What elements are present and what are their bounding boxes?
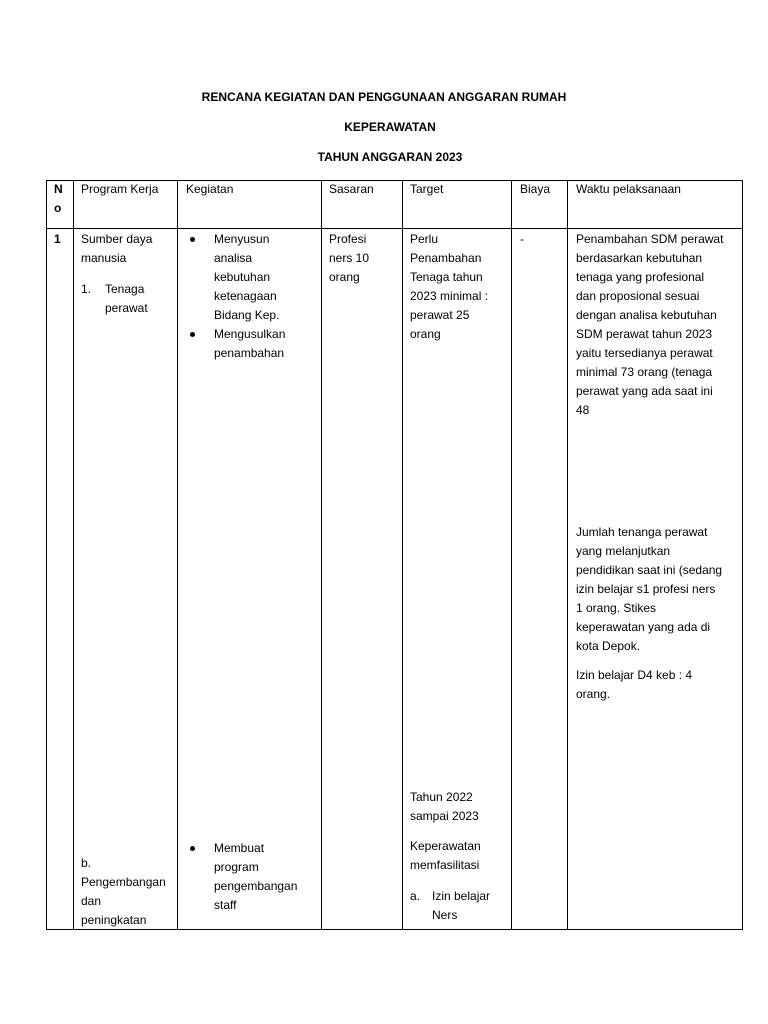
kegiatan-text: ketenagaan [214,289,277,303]
program-item-line-2: perawat [105,301,148,315]
header-target: Target [410,182,444,196]
target-line: orang [410,327,441,341]
kegiatan-text: program [214,860,259,874]
header-no-line-1: N [54,182,63,196]
waktu-line: yaitu tersedianya perawat [576,346,713,360]
program-b-line-4: peningkatan [81,913,147,927]
waktu-line: Penambahan SDM perawat [576,232,724,246]
program-pengembangan [81,854,175,930]
table-border-left [46,180,47,930]
waktu-para-3 [576,666,740,704]
document-title-line-3: TAHUN ANGGARAN 2023 [317,150,463,164]
bullet-icon [190,846,195,851]
target-line: Tahun 2022 [410,790,473,804]
waktu-para-1 [576,230,740,420]
kegiatan-text: analisa [214,251,253,265]
kegiatan-item-menyusun [186,230,320,325]
plan-table [46,180,743,930]
waktu-line: 1 orang. Stikes [576,601,657,615]
document-title-line-1: RENCANA KEGIATAN DAN PENGGUNAAN ANGGARAN RUMAH [201,90,567,104]
waktu-line: minimal 73 orang (tenaga [576,365,713,379]
col-divider-target [511,180,512,930]
header-no [54,180,63,218]
table-border-right [742,180,743,930]
program-sumber-daya [81,230,175,268]
biaya-value: - [520,232,524,246]
target-line: Izin belajar [432,889,491,903]
target-line: Penambahan [410,251,482,265]
waktu-line: Izin belajar D4 keb : 4 [576,668,693,682]
header-waktu-pelaksanaan: Waktu pelaksanaan [576,182,681,196]
sasaran-line: Profesi [329,232,367,246]
col-divider-no [73,180,74,930]
sasaran-line: ners 10 [329,251,370,265]
program-b-line-2: Pengembangan [81,875,166,889]
program-b-line-1: b. [81,856,92,870]
kegiatan-text: pengembangan [214,879,298,893]
program-item-number: 1. [81,282,92,296]
waktu-line: yang melanjutkan [576,544,671,558]
kegiatan-text: Membuat [214,841,265,855]
program-item-tenaga-perawat [81,280,175,318]
target-item-a [410,887,510,925]
target-line: memfasilitasi [410,858,480,872]
bullet-icon [190,237,195,242]
row-number: 1 [54,232,61,246]
waktu-para-2 [576,523,740,656]
header-sasaran: Sasaran [329,182,374,196]
waktu-line: tenaga yang profesional [576,270,705,284]
program-item-line-1: Tenaga [105,282,145,296]
col-divider-sasaran [402,180,403,930]
target-block-1 [410,230,510,344]
kegiatan-text: kebutuhan [214,270,271,284]
col-divider-program [177,180,178,930]
program-b-line-3: dan [81,894,102,908]
kegiatan-list-2 [186,839,320,915]
header-kegiatan: Kegiatan [186,182,234,196]
kegiatan-item-mengusulkan [186,325,320,363]
bullet-icon [190,332,195,337]
program-title-line-1: Sumber daya [81,232,153,246]
kegiatan-text: staff [214,898,237,912]
kegiatan-list [186,230,320,363]
header-no-line-2: o [54,201,62,215]
document-title-line-2: KEPERAWATAN [344,120,436,134]
header-program-kerja: Program Kerja [81,182,159,196]
target-line: perawat 25 [410,308,470,322]
target-line: sampai 2023 [410,809,479,823]
header-biaya: Biaya [520,182,551,196]
kegiatan-text: penambahan [214,346,285,360]
header-row-divider [46,228,743,229]
target-line: Perlu [410,232,439,246]
waktu-line: orang. [576,687,611,701]
target-item-a-label: a. [410,889,421,903]
program-title-line-2: manusia [81,251,127,265]
kegiatan-text: Mengusulkan [214,327,286,341]
waktu-line: Jumlah tenanga perawat [576,525,708,539]
waktu-line: SDM perawat tahun 2023 [576,327,713,341]
target-line: 2023 minimal : [410,289,489,303]
target-block-2 [410,788,510,826]
waktu-line: 48 [576,403,590,417]
waktu-line: kota Depok. [576,639,641,653]
kegiatan-text: Bidang Kep. [214,308,280,322]
waktu-line: berdasarkan kebutuhan [576,251,703,265]
target-block-3 [410,837,510,875]
kegiatan-item-membuat [186,839,320,915]
target-line: Keperawatan [410,839,481,853]
target-line: Tenaga tahun [410,270,483,284]
kegiatan-text: Menyusun [214,232,270,246]
target-line: Ners [432,908,458,922]
waktu-line: izin belajar s1 profesi ners [576,582,716,596]
waktu-line: keperawatan yang ada di [576,620,711,634]
sasaran-text [329,230,401,287]
waktu-line: perawat yang ada saat ini [576,384,713,398]
col-divider-biaya [567,180,568,930]
waktu-line: pendidikan saat ini (sedang [576,563,723,577]
waktu-line: dengan analisa kebutuhan [576,308,717,322]
waktu-line: dan proposional sesuai [576,289,700,303]
sasaran-line: orang [329,270,360,284]
col-divider-kegiatan [321,180,322,930]
